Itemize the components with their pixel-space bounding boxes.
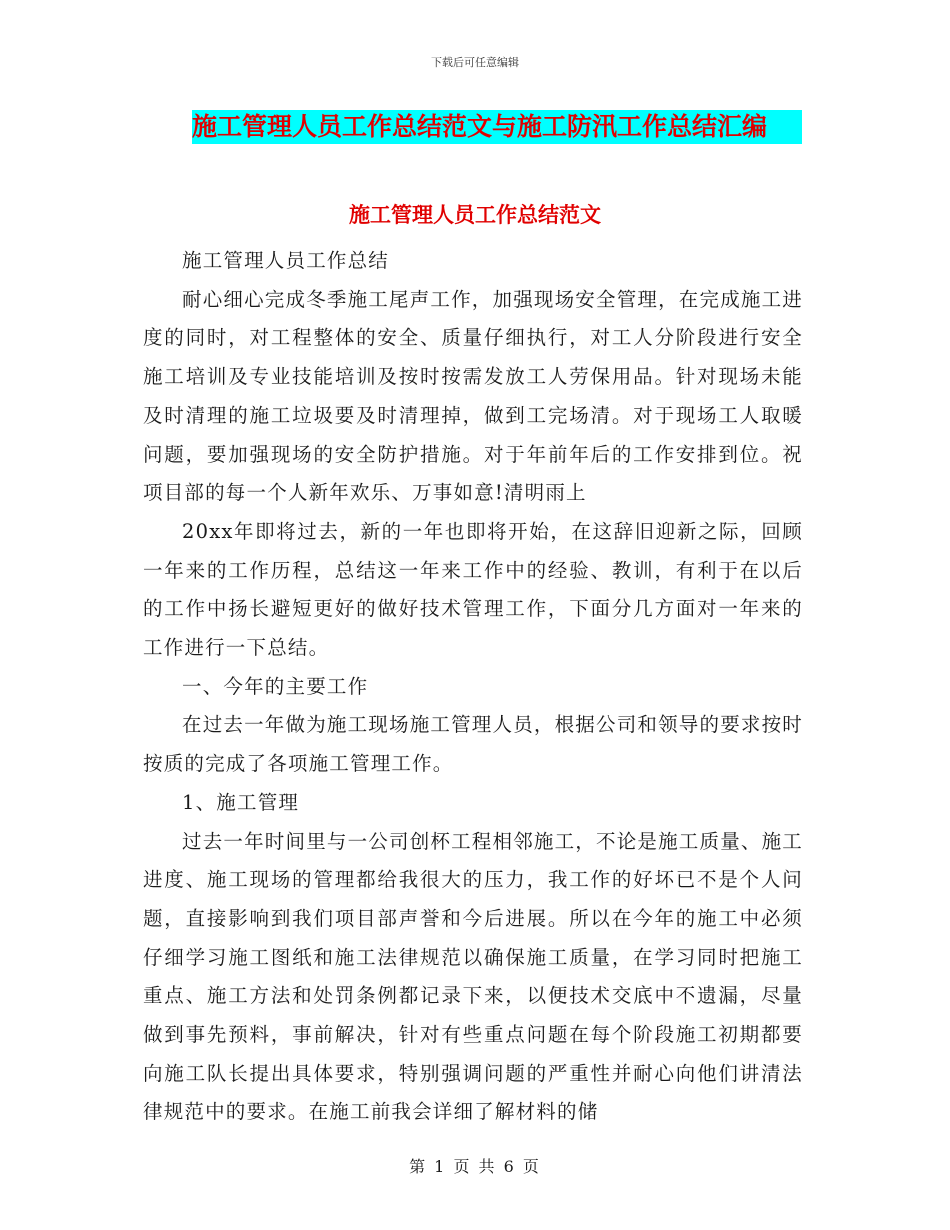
paragraph: 在过去一年做为施工现场施工管理人员，根据公司和领导的要求按时按质的完成了各项施工管理工作。 <box>143 713 804 776</box>
section-title: 施工管理人员工作总结范文 <box>349 203 601 227</box>
paragraph: 20xx年即将过去，新的一年也即将开始，在这辞旧迎新之际，回顾一年来的工作历程，总结这一年来工作中的经验、教训，有利于在以后的工作中扬长避短更好的做好技术管理工作，下面分几方面对一年来的工作进行一下总结。 <box>143 519 803 660</box>
paragraph: 过去一年时间里与一公司创杯工程相邻施工，不论是施工质量、施工进度、施工现场的管理都给我很大的压力，我工作的好坏已不是个人问题，直接影响到我们项目部声誉和今后进展。所以在今年的施工中必须仔细学习施工图纸和施工法律规范以确保施工质量，在学习同时把施工重点、施工方法和处罚条例都记录下来，以便技术交底中不遗漏，尽量做到事先预料，事前解决，针对有些重点问题在每个阶段施工初期都要向施工队长提出具体要求，特别强调问题的严重性并耐心向他们讲清法律规范中的要求。在施工前我会详细了解材料的储 <box>143 829 804 1124</box>
document-body <box>143 222 803 1132</box>
paragraph: 1、施工管理 <box>182 790 300 814</box>
main-title: 施工管理人员工作总结范文与施工防汛工作总结汇编 <box>192 110 802 144</box>
paragraph: 施工管理人员工作总结 <box>182 249 390 272</box>
paragraph: 耐心细心完成冬季施工尾声工作，加强现场安全管理，在完成施工进度的同时，对工程整体的安全、质量仔细执行，对工人分阶段进行安全施工培训及专业技能培训及按时按需发放工人劳保用品。针对现场未能及时清理的施工垃圾要及时清理掉，做到工完场清。对于现场工人取暖问题，要加强现场的安全防护措施。对于年前年后的工作安排到位。祝项目部的每一个人新年欢乐、万事如意!清明雨上 <box>143 287 804 505</box>
page-footer: 第 1 页 共 6 页 <box>409 1157 541 1176</box>
paragraph: 一、今年的主要工作 <box>182 674 369 698</box>
header-note: 下载后可任意编辑 <box>431 56 519 69</box>
